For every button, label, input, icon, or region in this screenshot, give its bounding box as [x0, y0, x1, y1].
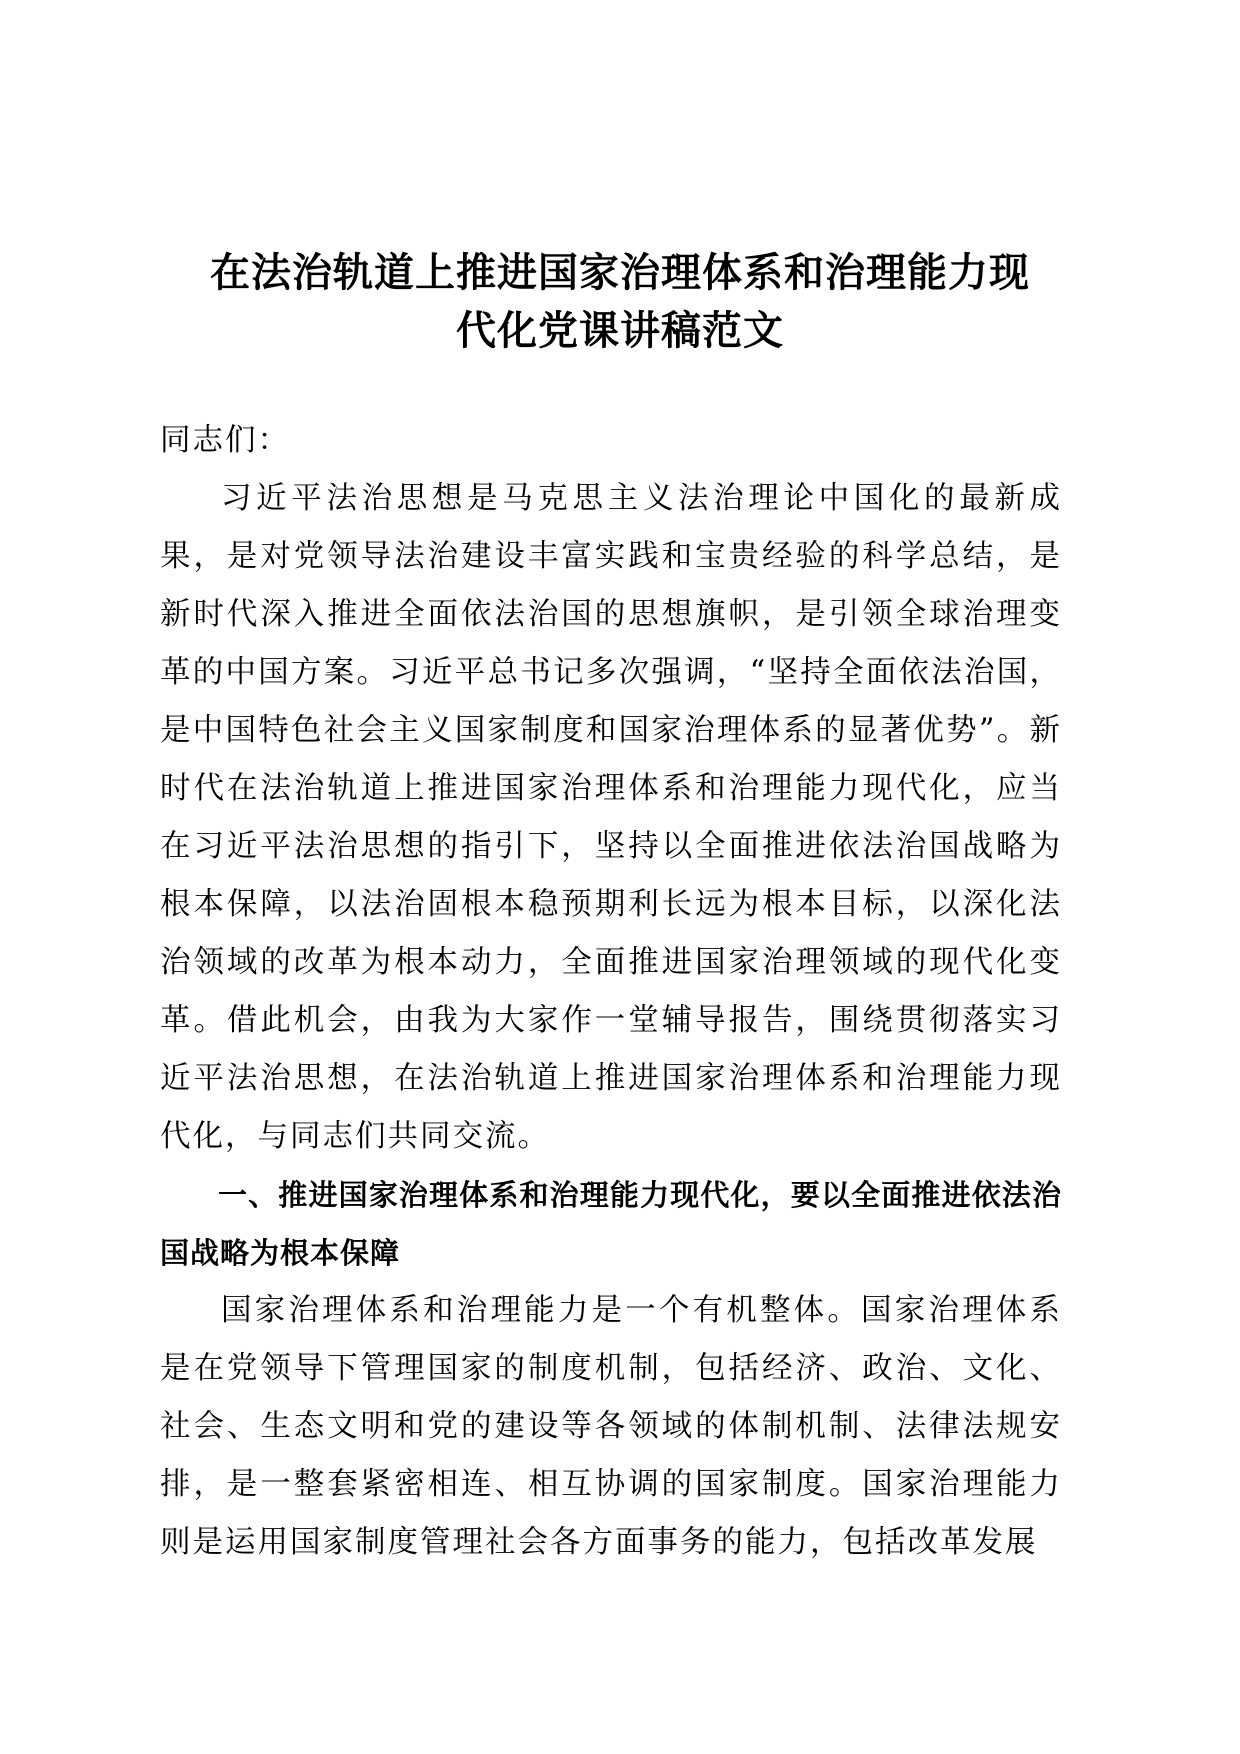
section-1-paragraph: 国家治理体系和治理能力是一个有机整体。国家治理体系是在党领导下管理国家的制度机制，包括经济、政治、文化、社会、生态文明和党的建设等各领域的体制机制、法律法规安排，是一整套紧密相连、相互协调的国家制度。国家治理能力则是运用国家制度管理社会各方面事务的能力，包括改革发展	[160, 1293, 1062, 1560]
section-heading-1: 一、推进国家治理体系和治理能力现代化，要以全面推进依法治国战略为根本保障	[160, 1178, 1062, 1270]
title-line-1: 在法治轨道上推进国家治理体系和治理能力现	[210, 250, 1030, 296]
document-body	[160, 412, 1062, 1572]
document-title	[150, 244, 1090, 360]
salutation: 同志们：	[160, 423, 290, 458]
intro-paragraph: 习近平法治思想是马克思主义法治理论中国化的最新成果，是对党领导法治建设丰富实践和宝贵经验的科学总结，是新时代深入推进全面依法治国的思想旗帜，是引领全球治理变革的中国方案。习近平总书记多次强调，“坚持全面依法治国，是中国特色社会主义国家制度和国家治理体系的显著优势”。新时代在法治轨道上推进国家治理体系和治理能力现代化，应当在习近平法治思想的指引下，坚持以全面推进依法治国战略为根本保障，以法治固根本稳预期利长远为根本目标，以深化法治领域的改革为根本动力，全面推进国家治理领域的现代化变革。借此机会，由我为大家作一堂辅导报告，围绕贯彻落实习近平法治思想，在法治轨道上推进国家治理体系和治理能力现代化，与同志们共同交流。	[160, 481, 1062, 1154]
title-line-2: 代化党课讲稿范文	[456, 308, 784, 354]
